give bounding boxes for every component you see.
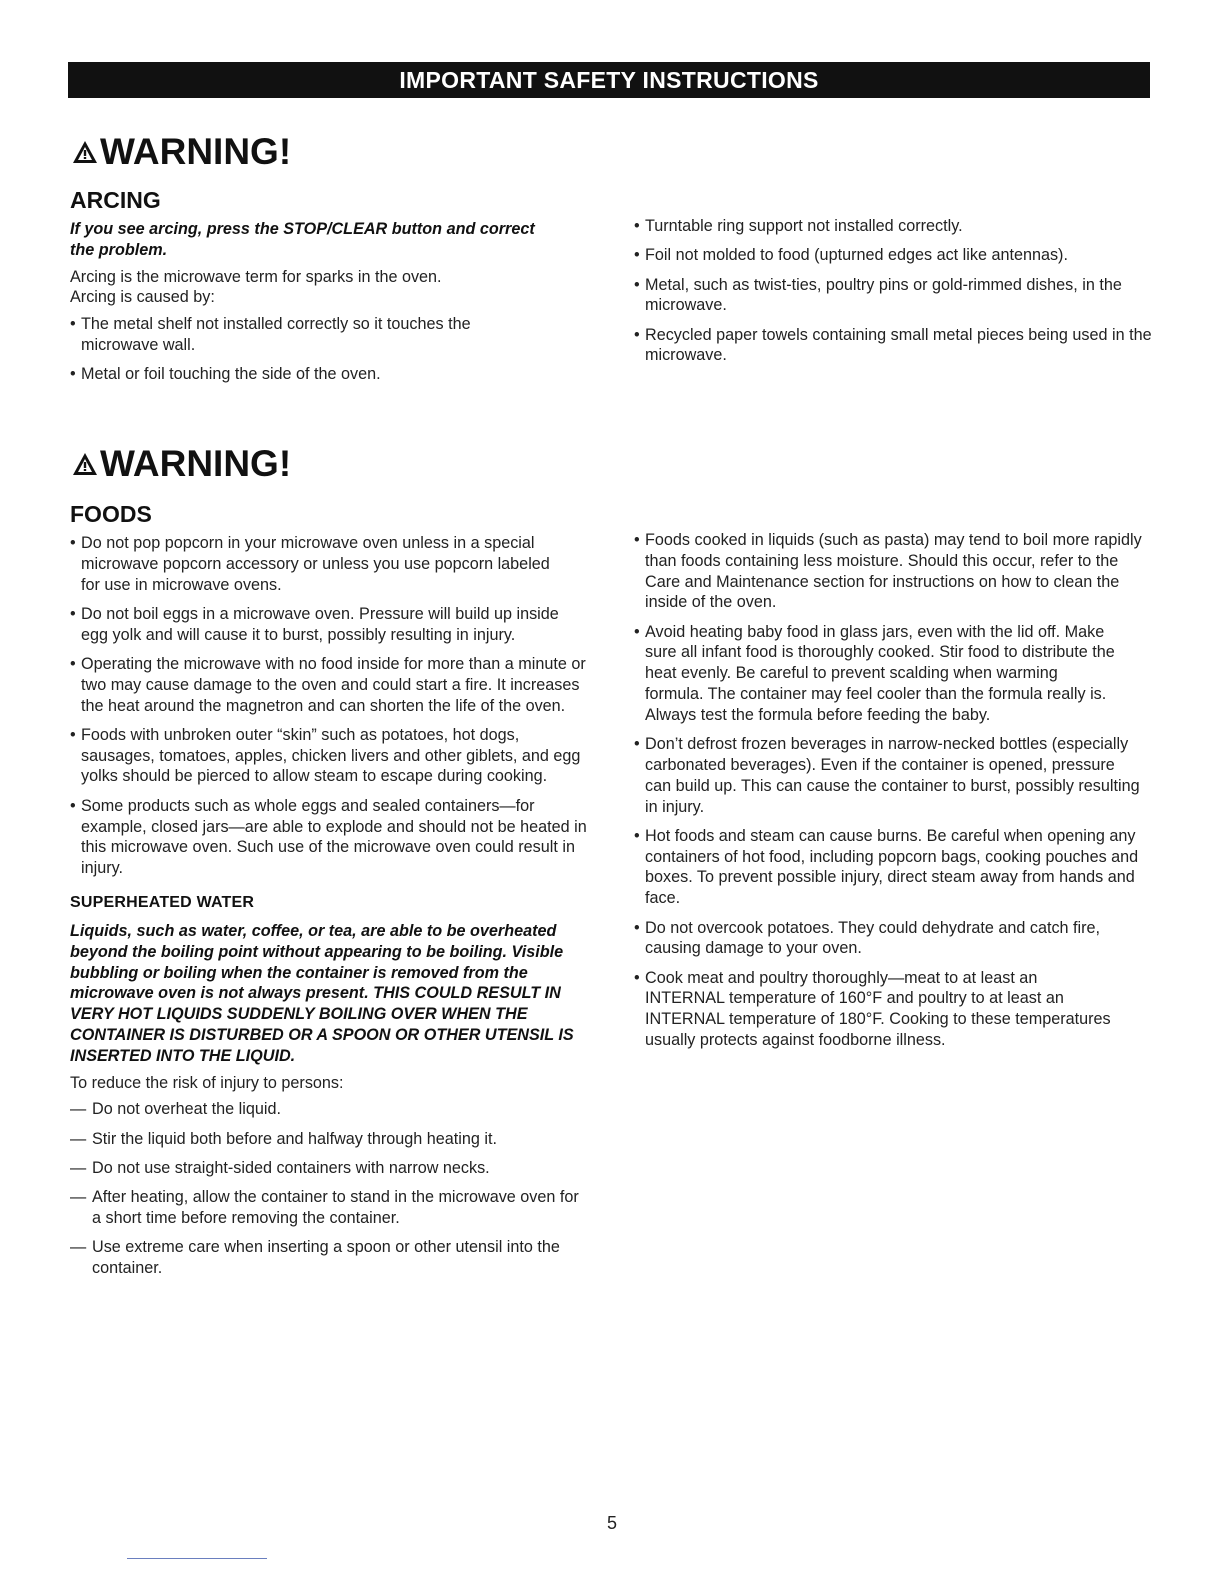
arcing-intro-2: Arcing is caused by: [70, 288, 215, 307]
subsection-title-superheated-water: SUPERHEATED WATER [70, 893, 255, 911]
arcing-left-column [70, 187, 590, 394]
list-item: • Avoid heating baby food in glass jars, even with the lid off. Make sure all infant food is thoroughly cooked. Stir food to distribute the heat evenly. Be careful to prevent scalding when warming formula. The container may feel cooler than the formula really is. Always test the formula before feeding the baby. [634, 622, 1115, 726]
warning-triangle-icon [72, 452, 98, 476]
list-item: — Do not use straight-sided containers with narrow necks. [70, 1158, 590, 1179]
list-item: • Turntable ring support not installed correctly. [634, 216, 1154, 237]
arcing-left-list [70, 314, 590, 385]
superheated-warning-text: Liquids, such as water, coffee, or tea, are able to be overheated beyond the boiling point without appearing to be boiling. Visible bubbling or boiling when the container is removed from the microwave oven is not always present. THIS COULD RESULT IN VERY HOT LIQUIDS SUDDENLY BOILING OVER WHEN THE CONTAINER IS DISTURBED OR A SPOON OR OTHER UTENSIL IS INSERTED INTO THE LIQUID. [70, 921, 574, 1065]
list-item: — Do not overheat the liquid. [70, 1099, 590, 1120]
superheated-dash-list [70, 1099, 590, 1279]
list-item: • Foods cooked in liquids (such as pasta) may tend to boil more rapidly than foods containing less moisture. Should this occur, refer to the Care and Maintenance section for instructions on how to clean the inside of the oven. [634, 530, 1154, 613]
arcing-right-list [634, 216, 1154, 366]
list-item: • Metal, such as twist-ties, poultry pins or gold-rimmed dishes, in the microwave. [634, 275, 1154, 317]
foods-left-column [70, 501, 590, 1287]
footer-rule [127, 1558, 267, 1559]
list-item: • Do not pop popcorn in your microwave oven unless in a special microwave popcorn accessory or unless you use popcorn labeled for use in microwave ovens. [70, 533, 556, 595]
arcing-instruction: If you see arcing, press the STOP/CLEAR button and correct the problem. [70, 220, 535, 259]
warning-triangle-icon [72, 140, 98, 164]
arcing-intro-1: Arcing is the microwave term for sparks in the oven. [70, 267, 442, 286]
superheated-intro: To reduce the risk of injury to persons: [70, 1073, 344, 1092]
list-item: — After heating, allow the container to stand in the microwave oven for a short time before removing the container. [70, 1187, 582, 1229]
list-item: • Do not boil eggs in a microwave oven. Pressure will build up inside egg yolk and will cause it to burst, possibly resulting in injury. [70, 604, 581, 646]
list-item: • The metal shelf not installed correctly so it touches the microwave wall. [70, 314, 521, 356]
warning-label: WARNING! [100, 131, 292, 172]
list-item: • Don’t defrost frozen beverages in narrow-necked bottles (especially carbonated beverages). Even if the container is opened, pressure can build up. This can cause the container to burst, possibly resulting in injury. [634, 734, 1145, 817]
list-item: — Stir the liquid both before and halfway through heating it. [70, 1129, 590, 1150]
foods-right-column [634, 530, 1154, 1059]
list-item: • Foil not molded to food (upturned edges act like antennas). [634, 245, 1154, 266]
list-item: • Some products such as whole eggs and sealed containers—for example, closed jars—are able to explode and should not be heated in this microwave oven. Such use of the microwave oven could result in injury. [70, 796, 590, 879]
foods-left-list [70, 533, 590, 879]
warning-heading-arcing [72, 132, 291, 172]
warning-label: WARNING! [100, 443, 292, 484]
list-item: • Operating the microwave with no food inside for more than a minute or two may cause damage to the oven and could start a fire. It increases the heat around the magnetron and can shorten the life of the oven. [70, 654, 590, 716]
warning-heading-foods [72, 444, 291, 484]
list-item: • Do not overcook potatoes. They could dehydrate and catch fire, causing damage to your oven. [634, 918, 1145, 960]
section-title-arcing: ARCING [70, 187, 161, 213]
arcing-right-column [634, 216, 1154, 375]
list-item: • Recycled paper towels containing small metal pieces being used in the microwave. [634, 325, 1154, 367]
list-item: — Use extreme care when inserting a spoon or other utensil into the container. [70, 1237, 582, 1279]
list-item: • Hot foods and steam can cause burns. Be careful when opening any containers of hot food, including popcorn bags, cooking pouches and boxes. To prevent possible injury, direct steam away from hands and face. [634, 826, 1145, 909]
list-item: • Metal or foil touching the side of the oven. [70, 364, 590, 385]
section-title-foods: FOODS [70, 501, 152, 527]
foods-right-list [634, 530, 1154, 1051]
page-banner: IMPORTANT SAFETY INSTRUCTIONS [68, 62, 1150, 98]
list-item: • Cook meat and poultry thoroughly—meat to at least an INTERNAL temperature of 160°F and poultry to at least an INTERNAL temperature of 180°F. Cooking to these temperatures usually protects against foodborne illness. [634, 968, 1115, 1051]
list-item: • Foods with unbroken outer “skin” such as potatoes, hot dogs, sausages, tomatoes, apples, chicken livers and other giblets, and egg yolks should be pierced to allow steam to escape during cooking. [70, 725, 590, 787]
page-number: 5 [606, 1513, 617, 1533]
